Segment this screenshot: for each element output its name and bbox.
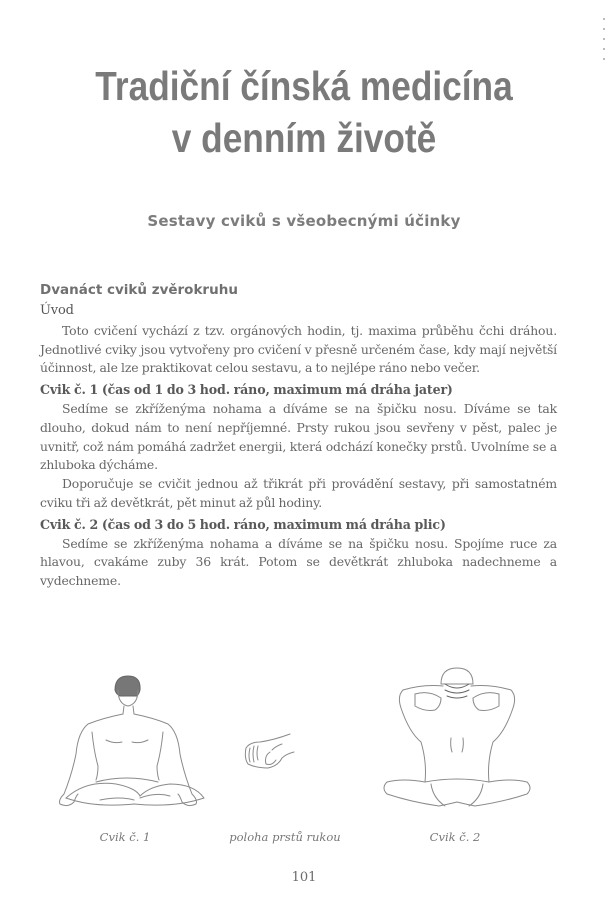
seated-lotus-figure-icon bbox=[40, 670, 210, 820]
page-number: 101 bbox=[291, 870, 317, 885]
figure-caption-3: Cvik č. 2 bbox=[429, 830, 481, 844]
intro-paragraph: Toto cvičení vychází z tzv. orgánových hodin, tj. maxima průběhu čchi dráhou. Jednotlivé cviky jsou vytvořeny pro cvičení v přesně určeném čase, kdy mají největší účinnost, ale lze praktikovat celou sestavu, a to nejlépe ráno nebo večer. bbox=[40, 322, 557, 376]
chapter-subtitle: Sestavy cviků s všeobecnými účinky bbox=[147, 212, 461, 230]
exercise-1-paragraph: Sedíme se zkříženýma nohama a díváme se na špičku nosu. Díváme se tak dlouho, dokud nám to není nepříjemné. Prsty rukou jsou sevřeny v pěst, palec je uvnitř, což nám pomáhá zadržet energii, která odchází konečky prstů. Uvolníme se a zhluboka dýcháme. bbox=[40, 400, 557, 473]
intro-heading: Úvod bbox=[40, 303, 74, 318]
fist-hand-icon bbox=[238, 730, 318, 770]
page-title-line-1: Tradiční čínská medicína bbox=[95, 63, 513, 109]
exercise-1-heading: Cvik č. 1 (čas od 1 do 3 hod. ráno, maximum má dráha jater) bbox=[40, 382, 453, 398]
exercise-2-paragraph: Sedíme se zkříženýma nohama a díváme se na špičku nosu. Spojíme ruce za hlavou, cvakáme zuby 36 krát. Potom se devětkrát zhluboka nadechneme a vydechneme. bbox=[40, 535, 557, 589]
section-heading: Dvanáct cviků zvěrokruhu bbox=[40, 282, 238, 298]
body-text bbox=[40, 302, 557, 591]
figure-caption-1: Cvik č. 1 bbox=[99, 830, 151, 844]
hands-behind-head-figure-icon bbox=[375, 660, 540, 810]
exercise-1-note: Doporučuje se cvičit jednou až třikrát při provádění sestavy, při samostatném cviku tři až devětkrát, pět minut až půl hodiny. bbox=[40, 476, 557, 510]
figure-caption-2: poloha prstů rukou bbox=[229, 830, 341, 844]
page-title-line-2: v denním životě bbox=[171, 115, 437, 161]
exercise-2-heading: Cvik č. 2 (čas od 3 do 5 hod. ráno, maximum má dráha plic) bbox=[40, 516, 446, 532]
scan-edge-marks bbox=[603, 18, 606, 88]
